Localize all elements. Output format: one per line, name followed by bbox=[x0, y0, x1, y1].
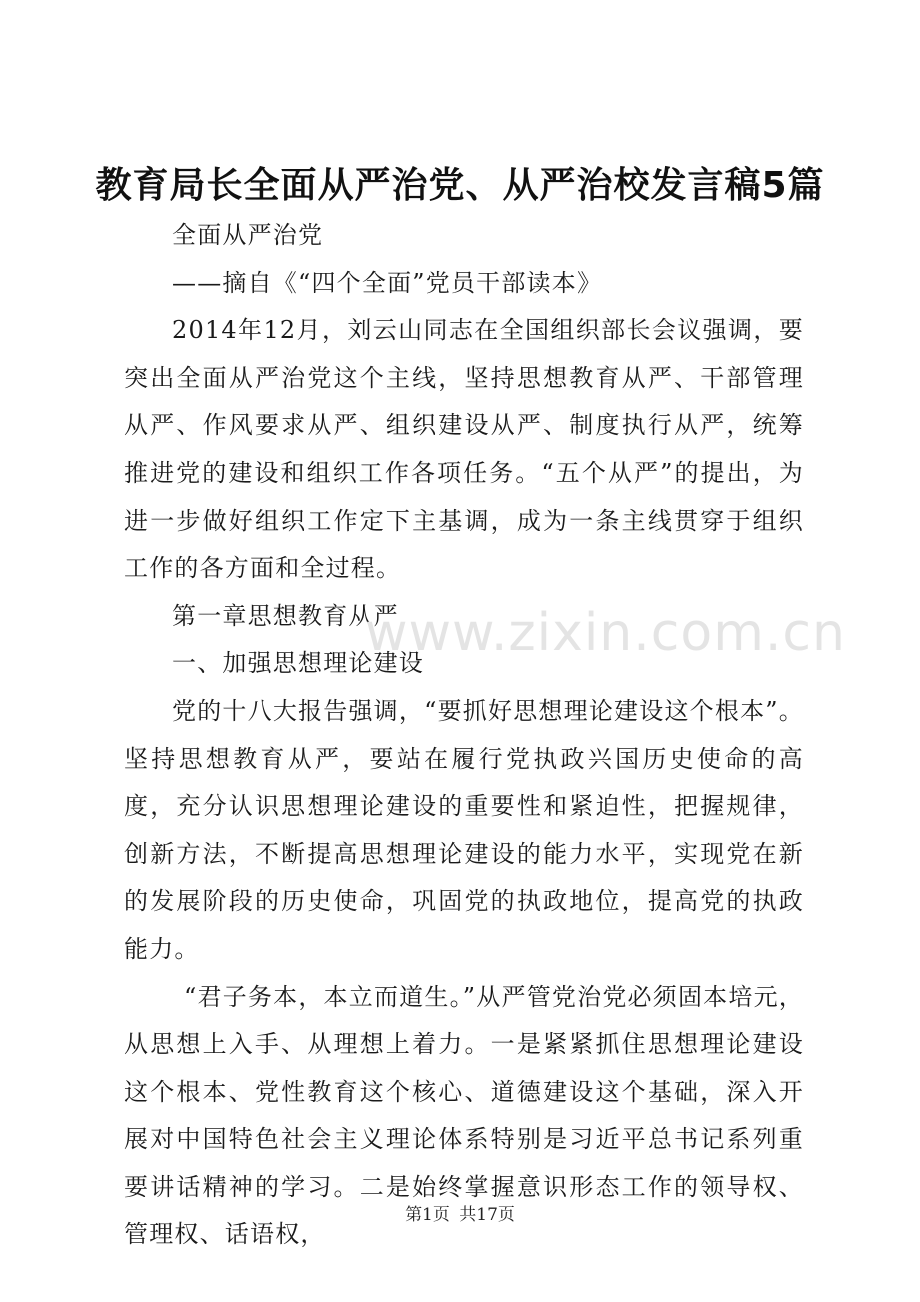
section-heading: 全面从严治党 bbox=[172, 221, 324, 249]
chapter-heading: 第一章思想教育从严 bbox=[172, 601, 399, 630]
document-body bbox=[124, 212, 804, 1259]
source-citation: ——摘自《“四个全面”党员干部读本》 bbox=[172, 268, 603, 297]
subsection-heading: 一、加强思想理论建设 bbox=[172, 649, 424, 678]
watermark: www.zixin.com.cn bbox=[365, 603, 846, 663]
body-paragraph: 党的十八大报告强调，“要抓好思想理论建设这个根本”。坚持思想教育从严，要站在履行党执政兴国历史使命的高度，充分认识思想理论建设的重要性和紧迫性，把握规律，创新方法，不断提高思想理论建设的能力水平，实现党在新的发展阶段的历史使命，巩固党的执政地位，提高党的执政能力。 bbox=[124, 696, 804, 963]
body-paragraph: “君子务本，本立而道生。”从严管党治党必须固本培元，从思想上入手、从理想上着力。一是紧紧抓住思想理论建设这个根本、党性教育这个核心、道德建设这个基础，深入开展对中国特色社会主义理论体系特别是习近平总书记系列重要讲话精神的学习。二是始终掌握意识形态工作的领导权、管理权、话语权， bbox=[124, 982, 804, 1249]
page-number: 第1页 bbox=[405, 1205, 450, 1225]
page-total: 共17页 bbox=[459, 1205, 515, 1225]
body-paragraph: 2014年12月，刘云山同志在全国组织部长会议强调，要突出全面从严治党这个主线，坚持思想教育从严、干部管理从严、作风要求从严、组织建设从严、制度执行从严，统筹推进党的建设和组织工作各项任务。“五个从严”的提出，为进一步做好组织工作定下主基调，成为一条主线贯穿于组织工作的各方面和全过程。 bbox=[124, 316, 804, 583]
page-footer bbox=[0, 1200, 920, 1225]
document-title: 教育局长全面从严治党、从严治校发言稿5篇 bbox=[95, 165, 825, 206]
